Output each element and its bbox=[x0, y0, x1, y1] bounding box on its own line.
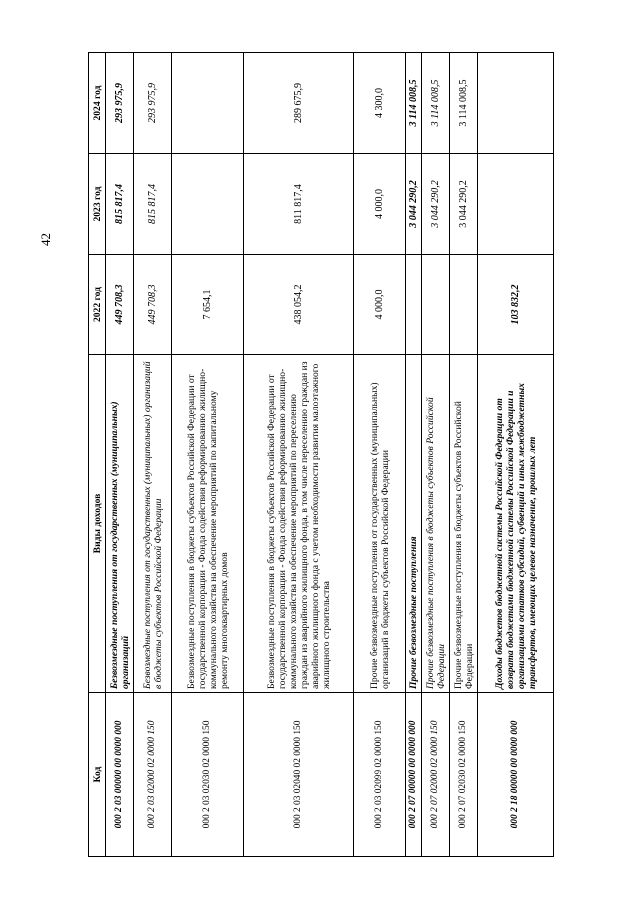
row-code: 000 2 18 00000 00 0000 000 bbox=[478, 693, 554, 857]
row-name: Прочие безвозмездные поступления в бюджеты субъектов Российской Федерации bbox=[422, 355, 450, 693]
row-value-2022 bbox=[450, 255, 478, 355]
table-row bbox=[422, 53, 450, 857]
row-code: 000 2 03 02000 02 0000 150 bbox=[134, 693, 172, 857]
header-2024: 2024 год bbox=[89, 53, 106, 154]
row-value-2023: 4 000,0 bbox=[354, 154, 406, 255]
header-2022: 2022 год bbox=[89, 255, 106, 355]
row-code: 000 2 07 02030 02 0000 150 bbox=[450, 693, 478, 857]
row-code: 000 2 03 02040 02 0000 150 bbox=[244, 693, 354, 857]
row-value-2022: 4 000,0 bbox=[354, 255, 406, 355]
row-name: Прочие безвозмездные поступления bbox=[406, 355, 422, 693]
row-value-2022: 7 654,1 bbox=[172, 255, 244, 355]
row-value-2023: 811 817,4 bbox=[244, 154, 354, 255]
table-row bbox=[354, 53, 406, 857]
table-row bbox=[134, 53, 172, 857]
header-code: Код bbox=[89, 693, 106, 857]
row-value-2024: 3 114 008,5 bbox=[422, 53, 450, 154]
table-header-row bbox=[89, 53, 106, 857]
row-value-2024: 3 114 008,5 bbox=[406, 53, 422, 154]
row-value-2023: 815 817,4 bbox=[134, 154, 172, 255]
row-name: Доходы бюджетов бюджетной системы Российской Федерации от возврата бюджетами бюджетной системы Российской Федерации и организациями остатков субсидий, субвенций и иных межбюджетных трансфертов, имеющих целевое назначение, прошлых лет bbox=[478, 355, 554, 693]
table-row bbox=[450, 53, 478, 857]
table-row bbox=[172, 53, 244, 857]
row-value-2023 bbox=[478, 154, 554, 255]
page-number: 42 bbox=[38, 233, 53, 246]
row-name: Прочие безвозмездные поступления от государственных (муниципальных) организаций в бюджеты субъектов Российской Федерации bbox=[354, 355, 406, 693]
row-value-2022: 103 832,2 bbox=[478, 255, 554, 355]
rotated-table-container bbox=[88, 53, 554, 857]
row-value-2022: 449 708,3 bbox=[134, 255, 172, 355]
revenue-table bbox=[88, 52, 554, 857]
table-row bbox=[244, 53, 354, 857]
row-value-2023: 3 044 290,2 bbox=[450, 154, 478, 255]
row-name: Безвозмездные поступления от государственных (муниципальных) организаций в бюджеты субъектов Российской Федерации bbox=[134, 355, 172, 693]
row-value-2022: 438 054,2 bbox=[244, 255, 354, 355]
row-value-2024 bbox=[172, 53, 244, 154]
row-name: Безвозмездные поступления в бюджеты субъектов Российской Федерации от государственной корпорации - Фонда содействия реформированию жилищно-коммунального хозяйства на обеспечение мероприятий по переселению граждан из аварийного жилищного фонда, в том числе переселению граждан из аварийного жилищного фонда с учетом необходимости развития малоэтажного жилищного строительства bbox=[244, 355, 354, 693]
header-name: Виды доходов bbox=[89, 355, 106, 693]
table-row bbox=[106, 53, 134, 857]
row-name: Безвозмездные поступления от государственных (муниципальных) организаций bbox=[106, 355, 134, 693]
table-row bbox=[406, 53, 422, 857]
row-value-2024: 3 114 008,5 bbox=[450, 53, 478, 154]
row-value-2024: 293 975,9 bbox=[134, 53, 172, 154]
row-value-2024 bbox=[478, 53, 554, 154]
row-code: 000 2 03 02030 02 0000 150 bbox=[172, 693, 244, 857]
row-value-2024: 4 300,0 bbox=[354, 53, 406, 154]
row-code: 000 2 07 02000 02 0000 150 bbox=[422, 693, 450, 857]
row-code: 000 2 07 00000 00 0000 000 bbox=[406, 693, 422, 857]
row-value-2023: 3 044 290,2 bbox=[422, 154, 450, 255]
table-body bbox=[106, 53, 554, 857]
row-value-2022: 449 708,3 bbox=[106, 255, 134, 355]
row-value-2022 bbox=[422, 255, 450, 355]
row-name: Прочие безвозмездные поступления в бюджеты субъектов Российской Федерации bbox=[450, 355, 478, 693]
row-code: 000 2 03 00000 00 0000 000 bbox=[106, 693, 134, 857]
header-2023: 2023 год bbox=[89, 154, 106, 255]
table-row bbox=[478, 53, 554, 857]
row-value-2024: 289 675,9 bbox=[244, 53, 354, 154]
row-code: 000 2 03 02099 02 0000 150 bbox=[354, 693, 406, 857]
row-value-2023: 815 817,4 bbox=[106, 154, 134, 255]
row-value-2022 bbox=[406, 255, 422, 355]
row-value-2024: 293 975,9 bbox=[106, 53, 134, 154]
row-value-2023: 3 044 290,2 bbox=[406, 154, 422, 255]
row-name: Безвозмездные поступления в бюджеты субъектов Российской Федерации от государственной корпорации - Фонда содействия реформированию жилищно-коммунального хозяйства на обеспечение мероприятий по капитальному ремонту многоквартирных домов bbox=[172, 355, 244, 693]
row-value-2023 bbox=[172, 154, 244, 255]
